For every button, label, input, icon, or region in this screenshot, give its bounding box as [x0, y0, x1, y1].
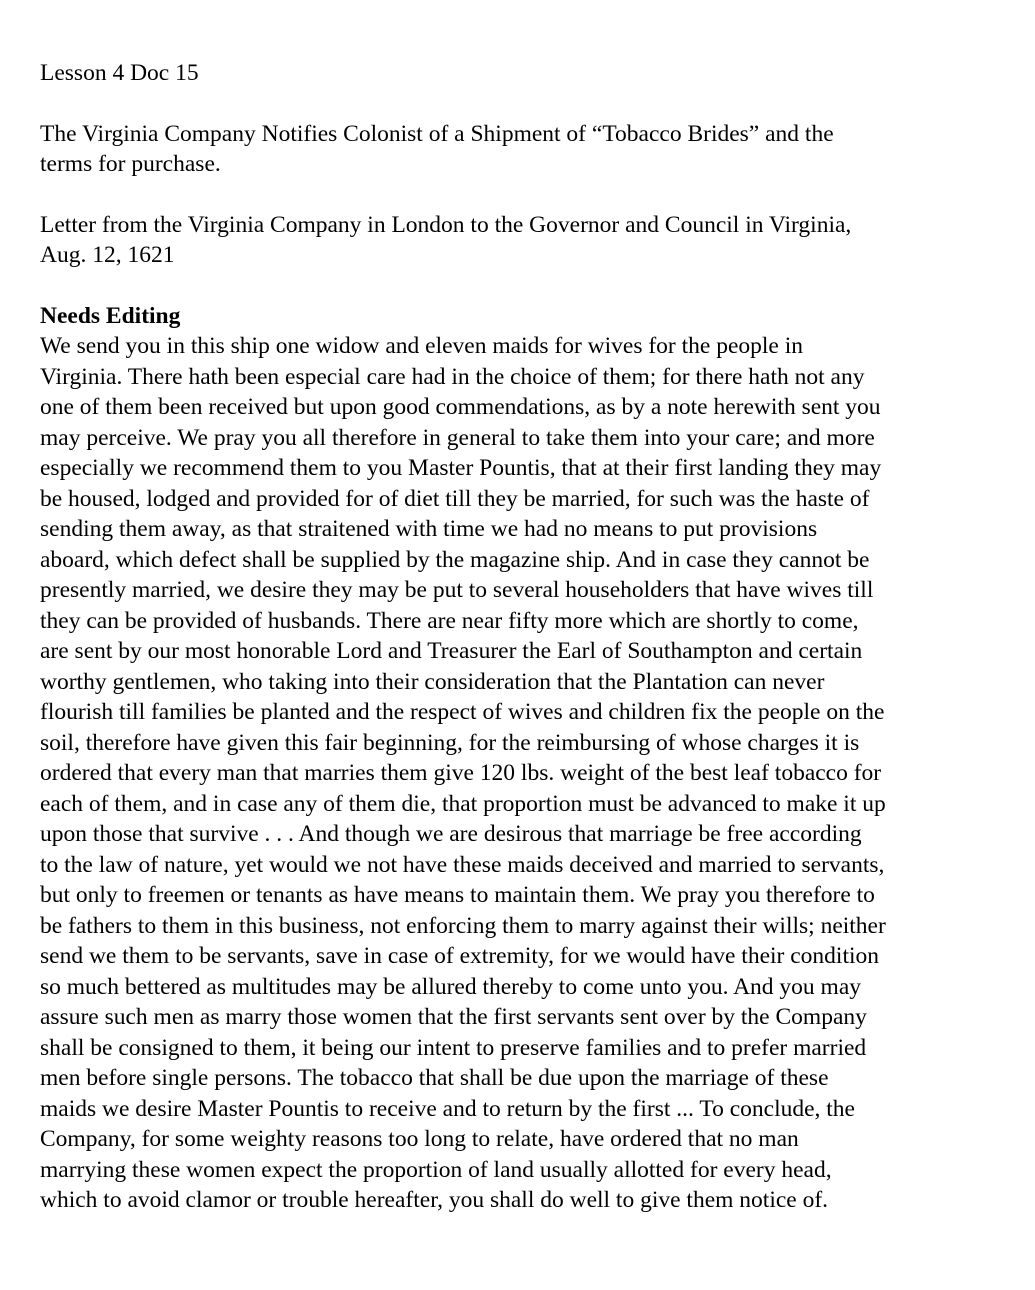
letter-body-line: to the law of nature, yet would we not have these maids deceived and married to servants,: [40, 851, 885, 878]
source-citation: [40, 210, 1005, 271]
letter-body-line: which to avoid clamor or trouble hereafter, you shall do well to give them notice of.: [40, 1187, 829, 1213]
document-page: [40, 58, 1005, 1216]
letter-body-line: We send you in this ship one widow and eleven maids for wives for the people in: [40, 333, 804, 359]
source-citation-line: Aug. 12, 1621: [40, 242, 175, 268]
letter-body-line: upon those that survive . . . And though we are desirous that marriage be free according: [40, 821, 862, 847]
letter-body-line: but only to freemen or tenants as have means to maintain them. We pray you therefore to: [40, 882, 875, 908]
letter-body-line: so much bettered as multitudes may be allured thereby to come unto you. And you may: [40, 973, 862, 1000]
letter-body-line: shall be consigned to them, it being our intent to preserve families and to prefer married: [40, 1034, 867, 1061]
letter-body-line: soil, therefore have given this fair beginning, for the reimbursing of whose charges it is: [40, 729, 860, 756]
document-title-line: The Virginia Company Notifies Colonist of a Shipment of “Tobacco Brides” and the: [40, 120, 834, 147]
letter-body-line: marrying these women expect the proportion of land usually allotted for every head,: [40, 1156, 832, 1183]
letter-body-line: presently married, we desire they may be put to several householders that have wives till: [40, 577, 874, 603]
letter-body-line: aboard, which defect shall be supplied by the magazine ship. And in case they cannot be: [40, 546, 870, 573]
letter-body-line: assure such men as marry those women that the first servants sent over by the Company: [40, 1004, 867, 1030]
letter-body-line: be fathers to them in this business, not enforcing them to marry against their wills; neither: [40, 912, 886, 939]
letter-body-line: worthy gentlemen, who taking into their consideration that the Plantation can never: [40, 668, 825, 695]
letter-body-line: are sent by our most honorable Lord and Treasurer the Earl of Southampton and certain: [40, 638, 863, 664]
letter-body-line: be housed, lodged and provided for of diet till they be married, for such was the haste of: [40, 485, 870, 512]
letter-body-line: especially we recommend them to you Master Pountis, that at their first landing they may: [40, 455, 882, 481]
letter-body-line: sending them away, as that straitened with time we had no means to put provisions: [40, 516, 818, 542]
letter-body-line: one of them been received but upon good commendations, as by a note herewith sent you: [40, 394, 881, 420]
letter-body-line: each of them, and in case any of them die, that proportion must be advanced to make it up: [40, 790, 886, 817]
letter-body-line: ordered that every man that marries them give 120 lbs. weight of the best leaf tobacco for: [40, 760, 882, 786]
document-title-line: terms for purchase.: [40, 151, 221, 177]
letter-body-line: may perceive. We pray you all therefore in general to take them into your care; and more: [40, 424, 875, 451]
letter-body-line: they can be provided of husbands. There are near fifty more which are shortly to come,: [40, 607, 859, 634]
letter-body-line: flourish till families be planted and the respect of wives and children fix the people on the: [40, 699, 885, 725]
document-title: [40, 119, 1005, 180]
source-citation-line: Letter from the Virginia Company in London to the Governor and Council in Virginia,: [40, 211, 852, 238]
letter-body-line: Company, for some weighty reasons too long to relate, have ordered that no man: [40, 1126, 799, 1152]
editing-note-heading: Needs Editing: [40, 302, 181, 329]
letter-body-line: send we them to be servants, save in case of extremity, for we would have their condition: [40, 943, 880, 969]
letter-body-line: Virginia. There hath been especial care had in the choice of them; for there hath not any: [40, 363, 865, 390]
lesson-label: Lesson 4 Doc 15: [40, 60, 199, 86]
letter-body-line: men before single persons. The tobacco that shall be due upon the marriage of these: [40, 1065, 829, 1091]
letter-body: [40, 331, 1005, 1216]
letter-body-line: maids we desire Master Pountis to receive and to return by the first ... To conclude, the: [40, 1095, 855, 1122]
